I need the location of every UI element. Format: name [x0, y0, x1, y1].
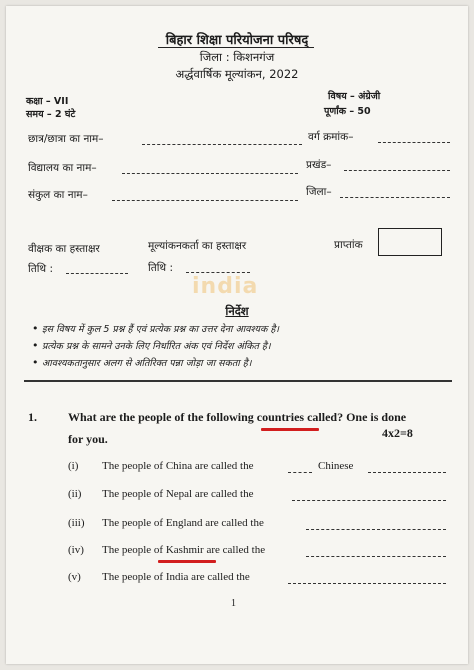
marks-obtained-box[interactable] — [378, 228, 442, 256]
title-underline — [158, 47, 314, 48]
instruction-item — [32, 339, 271, 352]
instruction-item — [32, 322, 279, 335]
question-text-line1: What are the people of the following countries called? One is done — [68, 410, 407, 424]
district-field-label: जिला– — [306, 186, 332, 198]
board-title: बिहार शिक्षा परियोजना परिषद् — [165, 33, 309, 48]
roll-no-label: वर्ग क्रमांक– — [308, 131, 354, 143]
exam-page — [6, 6, 468, 664]
time-label: समय – 2 घंटे — [26, 109, 76, 120]
date-label-1: तिथि : — [28, 263, 54, 275]
exam-title: अर्द्धवार्षिक मूल्यांकन, 2022 — [175, 67, 299, 81]
student-name-line[interactable] — [142, 144, 302, 145]
date-line-1[interactable] — [66, 273, 128, 274]
marks-obtained-label: प्राप्तांक — [334, 239, 363, 251]
option-number: (iii) — [68, 517, 85, 529]
red-underline-countries — [261, 428, 319, 431]
option-text: The people of Kashmir are called the — [102, 544, 266, 556]
instruction-text: आवश्यकतानुसार अलग से अतिरिक्त पन्ना जोड़ा जा सकता है। — [42, 358, 252, 369]
instruction-text: इस विषय में कुल 5 प्रश्न हैं एवं प्रत्येक प्रश्न का उत्तर देना आवश्यक है। — [42, 324, 280, 335]
cluster-name-label: संकुल का नाम– — [28, 189, 88, 201]
student-name-label: छात्र/छात्रा का नाम– — [28, 133, 104, 145]
option-number: (ii) — [68, 488, 82, 500]
school-name-label: विद्यालय का नाम– — [28, 162, 97, 174]
block-line[interactable] — [344, 170, 450, 171]
answer-line[interactable] — [288, 583, 446, 584]
full-marks-label: पूर्णांक – 50 — [324, 106, 371, 117]
option-number: (v) — [68, 571, 81, 583]
option-text: The people of England are called the — [102, 517, 264, 529]
block-label: प्रखंड– — [306, 159, 332, 171]
option-text: The people of China are called the — [102, 460, 254, 472]
school-name-line[interactable] — [122, 173, 298, 174]
instruction-item — [32, 356, 251, 369]
district-line[interactable] — [340, 197, 450, 198]
section-divider — [24, 380, 452, 382]
watermark-logo: india — [192, 274, 259, 299]
date-label-2: तिथि : — [148, 262, 174, 274]
option-number: (iv) — [68, 544, 84, 556]
red-underline-kashmir — [158, 560, 216, 563]
answer-line[interactable] — [292, 500, 446, 501]
bullet-icon: • — [32, 356, 42, 369]
answer-line[interactable] — [306, 556, 446, 557]
question-number: 1. — [28, 410, 37, 424]
answer-line[interactable] — [288, 472, 312, 473]
date-line-2[interactable] — [186, 272, 250, 273]
class-label: कक्षा – VII — [26, 96, 69, 107]
instructions-heading: निर्देश — [225, 304, 249, 318]
roll-no-line[interactable] — [378, 142, 450, 143]
evaluator-sign-label: मूल्यांकनकर्ता का हस्ताक्षर — [148, 240, 247, 252]
question-text-line2: for you. — [68, 432, 108, 446]
page-number: 1 — [231, 598, 236, 609]
option-text: The people of India are called the — [102, 571, 250, 583]
cluster-name-line[interactable] — [112, 200, 298, 201]
instruction-text: प्रत्येक प्रश्न के सामने उनके लिए निर्धारित अंक एवं निर्देश अंकित है। — [42, 341, 271, 352]
option-answer: Chinese — [318, 460, 354, 472]
option-number: (i) — [68, 460, 79, 472]
option-text: The people of Nepal are called the — [102, 488, 254, 500]
bullet-icon: • — [32, 322, 42, 335]
district-title: जिला : किशनगंज — [199, 50, 275, 64]
subject-label: विषय – अंग्रेजी — [328, 91, 381, 102]
answer-line[interactable] — [368, 472, 446, 473]
answer-line[interactable] — [306, 529, 446, 530]
question-marks: 4x2=8 — [382, 426, 413, 440]
invigilator-sign-label: वीक्षक का हस्ताक्षर — [28, 243, 100, 255]
bullet-icon: • — [32, 339, 42, 352]
